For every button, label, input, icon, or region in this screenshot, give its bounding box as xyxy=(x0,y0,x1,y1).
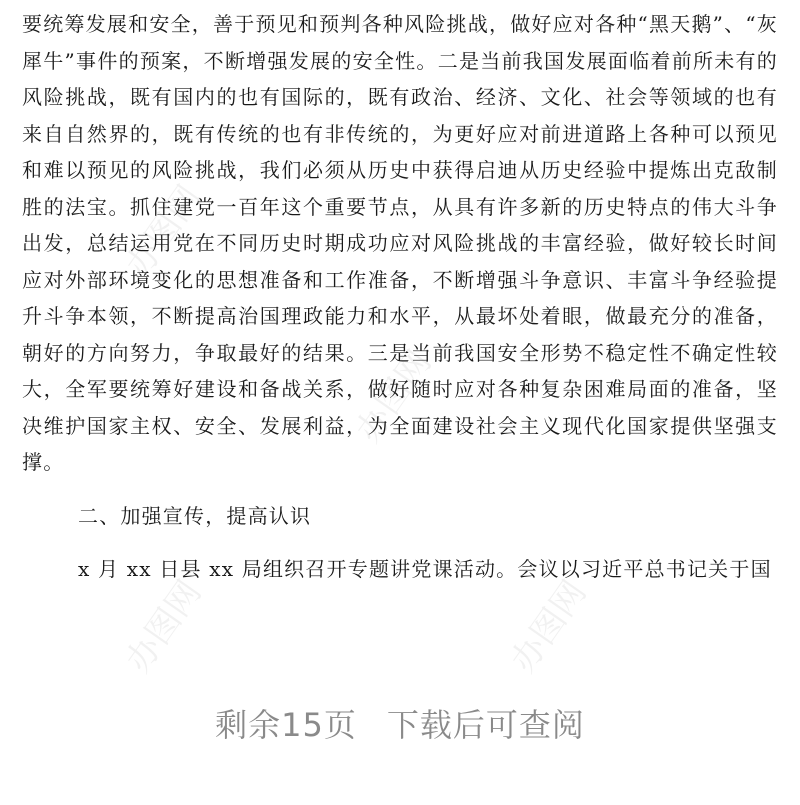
body-paragraph: 要统筹发展和安全，善于预见和预判各种风险挑战，做好应对各种“黑天鹅”、“灰犀牛”事件的预案，不断增强发展的安全性。二是当前我国发展面临着前所未有的风险挑战，既有国内的也有国际的，既有政治、经济、文化、社会等领域的也有来自自然界的，既有传统的也有非传统的，为更好应对前进道路上各种可以预见和难以预见的风险挑战，我们必须从历史中获得启迪从历史经验中提炼出克敌制胜的法宝。抓住建党一百年这个重要节点，从具有许多新的历史特点的伟大斗争出发，总结运用党在不同历史时期成功应对风险挑战的丰富经验，做好较长时间应对外部环境变化的思想准备和工作准备，不断增强斗争意识、丰富斗争经验提升斗争本领，不断提高治国理政能力和水平，从最坏处着眼，做最充分的准备，朝好的方向努力，争取最好的结果。三是当前我国安全形势不稳定性不确定性较大，全军要统筹好建设和备战关系，做好随时应对各种复杂困难局面的准备，坚决维护国家主权、安全、发展利益，为全面建设社会主义现代化国家提供坚强支撑。 xyxy=(22,12,778,474)
remaining-pages-label: 剩余15页 xyxy=(215,706,357,744)
download-hint-label: 下载后可查阅 xyxy=(386,706,585,744)
watermark: 办图网 xyxy=(118,178,210,285)
watermark: 办图网 xyxy=(348,343,440,450)
section-heading: 二、加强宣传，提高认识 xyxy=(78,503,312,528)
remaining-pages-banner[interactable] xyxy=(0,700,800,746)
body-paragraph: x 月 xx 日县 xx 局组织召开专题讲党课活动。会议以习近平总书记关于国 xyxy=(78,557,772,581)
watermark: 办图网 xyxy=(118,573,210,680)
document-body xyxy=(22,6,778,588)
watermark: 办图网 xyxy=(503,573,595,680)
